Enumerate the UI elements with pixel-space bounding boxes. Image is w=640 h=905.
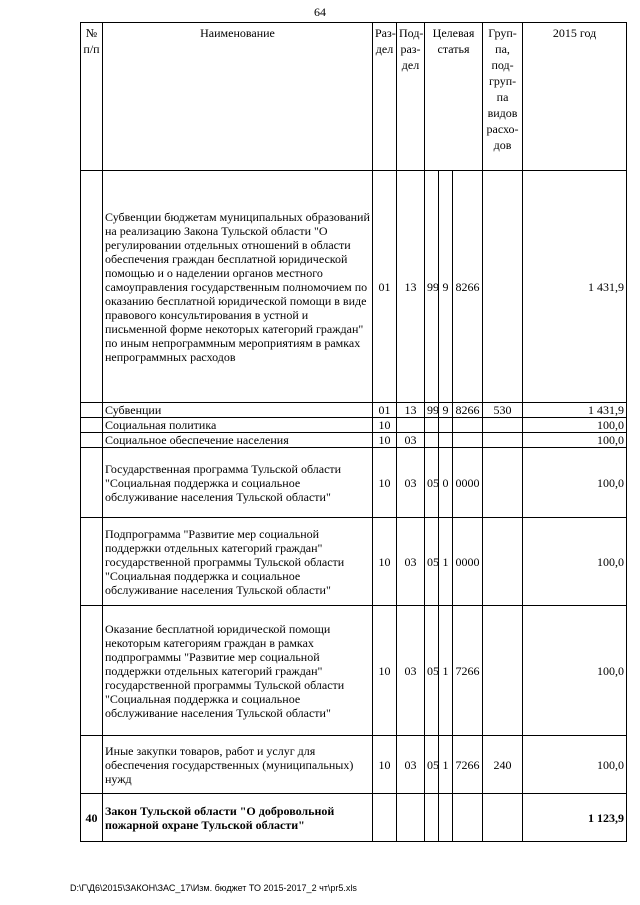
row-subsection: 13: [397, 403, 425, 418]
budget-table: [80, 22, 627, 842]
row-target-program: 05: [425, 736, 439, 794]
row-target-subprogram: [439, 794, 453, 842]
row-target-code: [453, 418, 483, 433]
row-section: 10: [373, 448, 397, 518]
row-num: [81, 171, 103, 403]
row-subsection: [397, 418, 425, 433]
row-target-subprogram: [439, 433, 453, 448]
row-name: Социальное обеспечение населения: [103, 433, 373, 448]
row-num: [81, 518, 103, 606]
row-num: [81, 403, 103, 418]
file-path-footer: D:\Г\Д6\2015\ЗАКОН\ЗАС_17\Изм. бюджет ТО 2015-2017_2 чт\pr5.xls: [70, 883, 357, 893]
row-num: [81, 448, 103, 518]
row-amount: 100,0: [523, 518, 627, 606]
table-row: [81, 418, 627, 433]
row-name: Субвенции: [103, 403, 373, 418]
header-section: Раз-дел: [373, 23, 397, 171]
row-num: [81, 736, 103, 794]
row-expense-group: 530: [483, 403, 523, 418]
row-name: Социальная политика: [103, 418, 373, 433]
row-expense-group: [483, 418, 523, 433]
row-target-program: [425, 433, 439, 448]
row-section: 10: [373, 418, 397, 433]
row-num: [81, 418, 103, 433]
row-amount: 1 123,9: [523, 794, 627, 842]
row-amount: 100,0: [523, 418, 627, 433]
row-num: 40: [81, 794, 103, 842]
row-subsection: 03: [397, 433, 425, 448]
row-expense-group: [483, 518, 523, 606]
table-row: [81, 448, 627, 518]
header-year: 2015 год: [523, 23, 627, 171]
row-name: Субвенции бюджетам муниципальных образований на реализацию Закона Тульской области "О регулировании отдельных отношений в области обеспечения граждан бесплатной юридической помощью и о наделении органов местного самоуправления государственным полномочием по оказанию бесплатной юридической помощи в виде правового консультирования в устной и письменной форме некоторых категорий граждан" по иным непрограммным мероприятиям в рамках непрограммных расходов: [103, 171, 373, 403]
row-amount: 100,0: [523, 736, 627, 794]
row-target-code: 7266: [453, 606, 483, 736]
header-num: № п/п: [81, 23, 103, 171]
header-name: Наименование: [103, 23, 373, 171]
header-group: Груп-па, под-груп-па видов расхо-дов: [483, 23, 523, 171]
row-subsection: 03: [397, 736, 425, 794]
row-amount: 100,0: [523, 606, 627, 736]
row-target-program: 05: [425, 606, 439, 736]
row-section: 01: [373, 403, 397, 418]
row-target-code: 0000: [453, 518, 483, 606]
table-row: [81, 794, 627, 842]
row-subsection: 13: [397, 171, 425, 403]
row-subsection: 03: [397, 606, 425, 736]
row-expense-group: [483, 794, 523, 842]
row-name: Подпрограмма "Развитие мер социальной поддержки отдельных категорий граждан" государственной программы Тульской области "Социальная поддержка и социальное обслуживание населения Тульской области": [103, 518, 373, 606]
row-name: Оказание бесплатной юридической помощи некоторым категориям граждан в рамках подпрограммы "Развитие мер социальной поддержки отдельных категорий граждан" государственной программы Тульской области "Социальная поддержка и социальное обслуживание населения Тульской области": [103, 606, 373, 736]
row-target-program: 05: [425, 448, 439, 518]
row-section: 01: [373, 171, 397, 403]
row-amount: 100,0: [523, 433, 627, 448]
row-target-subprogram: 0: [439, 448, 453, 518]
header-target: Целевая статья: [425, 23, 483, 171]
row-amount: 100,0: [523, 448, 627, 518]
row-name: Государственная программа Тульской области "Социальная поддержка и социальное обслуживание населения Тульской области": [103, 448, 373, 518]
row-expense-group: [483, 448, 523, 518]
row-subsection: [397, 794, 425, 842]
row-amount: 1 431,9: [523, 171, 627, 403]
row-target-subprogram: 9: [439, 403, 453, 418]
table-row: [81, 171, 627, 403]
row-num: [81, 433, 103, 448]
row-name: Закон Тульской области "О добровольной пожарной охране Тульской области": [103, 794, 373, 842]
row-target-program: [425, 794, 439, 842]
row-subsection: 03: [397, 518, 425, 606]
row-expense-group: [483, 171, 523, 403]
header-subsection: Под-раз-дел: [397, 23, 425, 171]
row-target-program: [425, 418, 439, 433]
row-expense-group: [483, 433, 523, 448]
row-target-code: [453, 794, 483, 842]
row-section: 10: [373, 606, 397, 736]
row-expense-group: 240: [483, 736, 523, 794]
row-section: 10: [373, 736, 397, 794]
row-section: 10: [373, 433, 397, 448]
row-section: 10: [373, 518, 397, 606]
row-target-code: 8266: [453, 171, 483, 403]
row-target-subprogram: 1: [439, 518, 453, 606]
row-target-subprogram: [439, 418, 453, 433]
row-section: [373, 794, 397, 842]
row-target-program: 05: [425, 518, 439, 606]
table-row: [81, 518, 627, 606]
row-expense-group: [483, 606, 523, 736]
row-target-subprogram: 1: [439, 606, 453, 736]
page-number: 64: [314, 5, 326, 19]
row-target-code: 8266: [453, 403, 483, 418]
row-target-program: 99: [425, 403, 439, 418]
row-amount: 1 431,9: [523, 403, 627, 418]
table-row: [81, 403, 627, 418]
row-target-subprogram: 1: [439, 736, 453, 794]
header-row: [81, 23, 627, 171]
row-subsection: 03: [397, 448, 425, 518]
table-row: [81, 736, 627, 794]
row-target-subprogram: 9: [439, 171, 453, 403]
row-target-code: 0000: [453, 448, 483, 518]
row-name: Иные закупки товаров, работ и услуг для обеспечения государственных (муниципальных) нужд: [103, 736, 373, 794]
row-target-code: 7266: [453, 736, 483, 794]
row-target-code: [453, 433, 483, 448]
table-row: [81, 433, 627, 448]
table-row: [81, 606, 627, 736]
row-target-program: 99: [425, 171, 439, 403]
row-num: [81, 606, 103, 736]
